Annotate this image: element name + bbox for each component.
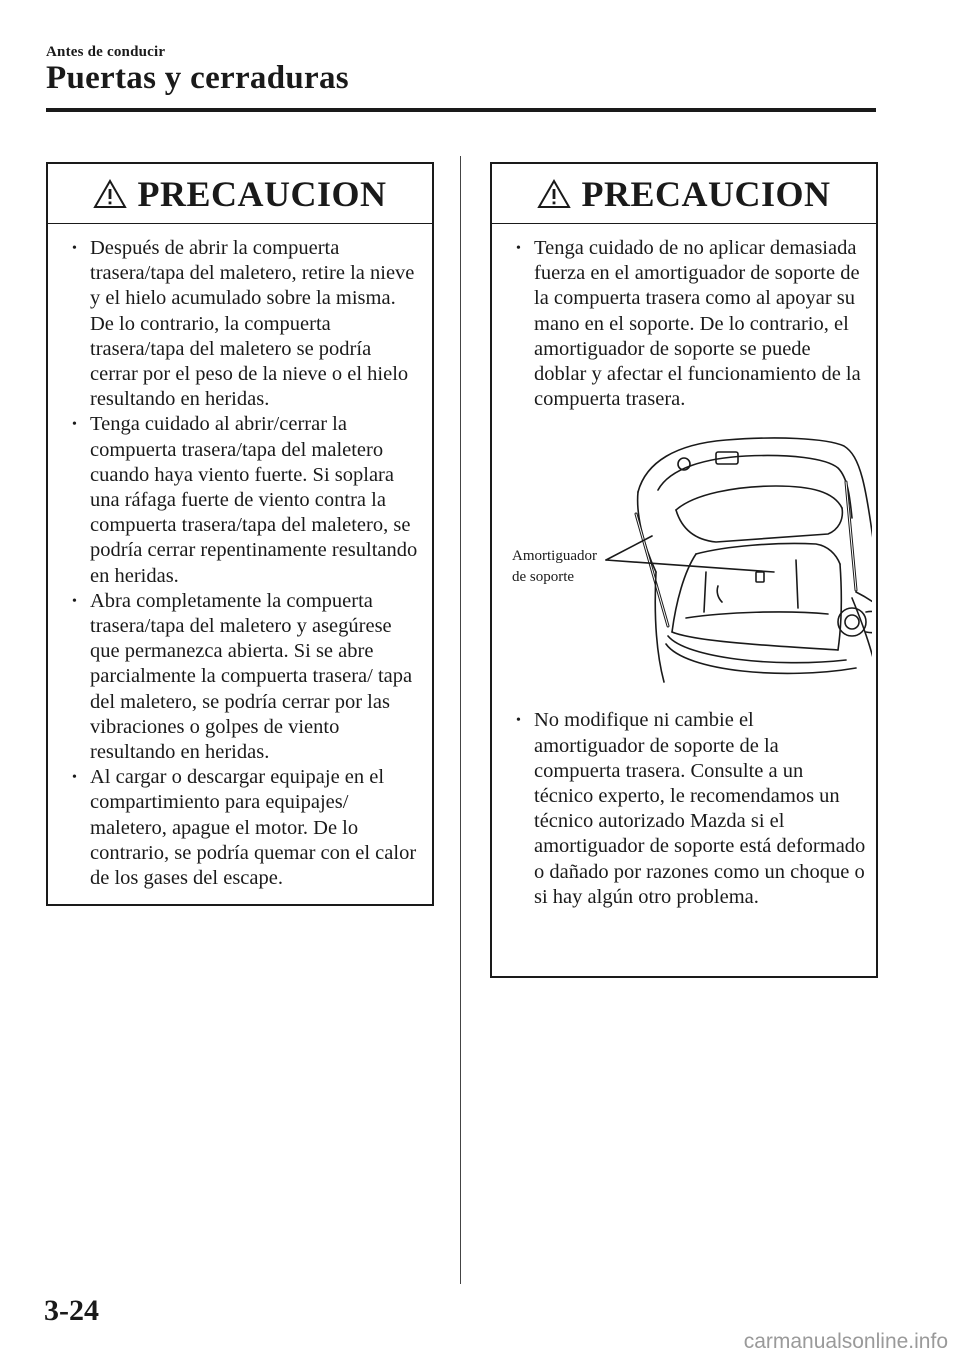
column-divider <box>460 156 461 1284</box>
caution-title: PRECAUCION <box>581 173 831 214</box>
watermark-text[interactable]: carmanualsonline.info <box>743 1330 948 1353</box>
warning-triangle-icon <box>537 179 571 209</box>
page-title: Puertas y cerraduras <box>46 60 349 96</box>
list-item: • Al cargar o descargar equipaje en el compartimiento para equipajes/ maletero, apague el motor. De lo contrario, se podría quemar con el calor de los gases del escape. <box>72 765 422 891</box>
figure-label-line: de soporte <box>512 569 575 586</box>
caution-list <box>492 708 876 910</box>
header-rule <box>46 108 876 112</box>
section-label: Antes de conducir <box>46 44 166 60</box>
open-tailgate-illustration <box>576 422 872 706</box>
list-item: • Abra completamente la compuerta trasera/tapa del maletero y asegúrese que permanezca abierta. Si se abre parcialmente la compuerta trasera/ tapa del maletero, se podría cerrar por las vibraciones o golpes de viento resultando en heridas. <box>72 589 422 765</box>
caution-list <box>492 224 876 412</box>
warning-triangle-icon <box>93 179 127 209</box>
tailgate-figure <box>492 422 876 708</box>
caution-list <box>48 224 432 891</box>
figure-label-line: Amortiguador <box>512 548 597 565</box>
list-item: • Tenga cuidado al abrir/cerrar la compuerta trasera/tapa del maletero cuando haya viento fuerte. Si soplara una ráfaga fuerte de viento contra la compuerta trasera/tapa del maletero, se podría cerrar repentinamente resultando en heridas. <box>72 412 422 588</box>
caution-header <box>48 164 432 224</box>
caution-box-left <box>46 162 434 906</box>
caution-box-right <box>490 162 878 978</box>
list-item: • Después de abrir la compuerta trasera/tapa del maletero, retire la nieve y el hielo acumulado sobre la misma. De lo contrario, la compuerta trasera/tapa del maletero se podría cerrar por el peso de la nieve o el hielo resultando en heridas. <box>72 236 422 412</box>
figure-label <box>512 546 597 588</box>
list-item: • Tenga cuidado de no aplicar demasiada fuerza en el amortiguador de soporte de la compuerta trasera como al apoyar su mano en el soporte. De lo contrario, el amortiguador de soporte se puede doblar y afectar el funcionamiento de la compuerta trasera. <box>516 236 866 412</box>
caution-header <box>492 164 876 224</box>
list-item: • No modifique ni cambie el amortiguador de soporte de la compuerta trasera. Consulte a un técnico experto, le recomendamos un técnico autorizado Mazda si el amortiguador de soporte está deformado o dañado por razones como un choque o si hay algún otro problema. <box>516 708 866 910</box>
page-number: 3-24 <box>44 1294 99 1327</box>
caution-title: PRECAUCION <box>137 173 387 214</box>
